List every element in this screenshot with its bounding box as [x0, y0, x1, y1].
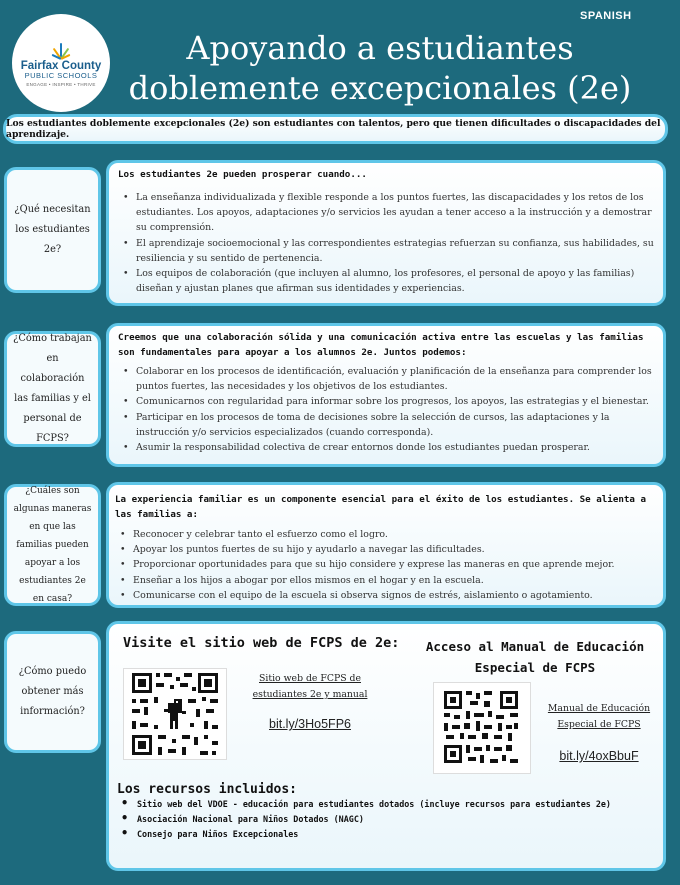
- section-home-support: [106, 482, 666, 608]
- list-item: • Enseñar a los hijos a abogar por ellos mismos en el hogar y en la escuela.: [115, 573, 655, 588]
- manual-link[interactable]: Manual de Educación Especial de FCPS: [547, 703, 651, 730]
- website-link-line-2[interactable]: estudiantes 2e: [252, 689, 322, 700]
- resources-heading: Los recursos incluidos:: [117, 782, 298, 797]
- manual-heading: Acceso al Manual de Educación Especial de FCPS: [425, 639, 645, 675]
- website-link-line-2-suffix[interactable]: y manual: [321, 689, 368, 700]
- section-heading: Los estudiantes 2e pueden prosperar cuando...: [118, 169, 367, 180]
- list-item: • Proporcionar oportunidades para que su hijo considere y exprese las maneras en que aprende mejor.: [115, 557, 655, 572]
- resource-item[interactable]: • Consejo para Niños Excepcionales: [117, 827, 611, 842]
- list-item: • Apoyar los puntos fuertes de su hijo y ayudarlo a navegar las dificultades.: [115, 542, 655, 557]
- website-heading: Visite el sitio web de FCPS de 2e:: [123, 635, 400, 651]
- manual-short-url[interactable]: bit.ly/4oxBbuF: [559, 749, 639, 763]
- list-item: • Participar en los procesos de toma de decisiones sobre la selección de cursos, las adaptaciones y la instrucción y/o servicios especializados (cuando corresponda).: [118, 410, 655, 440]
- website-link[interactable]: [245, 671, 375, 703]
- section-heading: La experiencia familiar es un componente esencial para el éxito de los estudiantes. Se alienta a las familias a:: [115, 494, 647, 520]
- question-text: ¿Cómo trabajan en colaboración las familias y el personal de FCPS?: [13, 333, 92, 444]
- resources-list: [117, 797, 611, 842]
- section-heading: Creemos que una colaboración sólida y una comunicación activa entre las escuelas y las familias son fundamentales para apoyar a los alumnos 2e. Juntos podemos:: [118, 332, 644, 358]
- list-item: • El aprendizaje socioemocional y las correspondientes estrategias refuerzan su confianza, sus habilidades, su resiliencia y su sentido de pertenencia.: [118, 236, 655, 266]
- list-item: • Comunicarse con el equipo de la escuela si observa signos de estrés, aislamiento o agotamiento.: [115, 588, 655, 603]
- section-collaboration: [106, 323, 666, 467]
- question-box-needs: [4, 167, 101, 293]
- list-item: • Comunicarnos con regularidad para informar sobre los progresos, los apoyos, las estrategias y el bienestar.: [118, 394, 655, 409]
- question-text: ¿Cómo puedo obtener más información?: [18, 666, 87, 717]
- qr-code-manual[interactable]: [433, 682, 531, 774]
- website-link-line-1[interactable]: Sitio web de FCPS de: [259, 673, 361, 684]
- resource-item[interactable]: • Asociación Nacional para Niños Dotados (NAGC): [117, 812, 611, 827]
- bullet-list: [115, 527, 655, 603]
- list-item: • Reconocer y celebrar tanto el esfuerzo como el logro.: [115, 527, 655, 542]
- qr-code-website[interactable]: [123, 668, 227, 760]
- fcps-logo[interactable]: [12, 14, 110, 112]
- section-needs: [106, 160, 666, 306]
- section-more-info: [106, 621, 666, 871]
- logo-name: Fairfax County: [20, 59, 102, 72]
- list-item: • La enseñanza individualizada y flexible responde a los puntos fuertes, las discapacidades y los retos de los estudiantes. Los apoyos, adaptaciones y/o servicios les ayudan a tener acceso a la instrucción y a demostrar su comprensión.: [118, 190, 655, 236]
- list-item: • Los equipos de colaboración (que incluyen al alumno, los profesores, el personal de apoyo y las familias) diseñan y ajustan planes que afirman sus identidades y experiencias.: [118, 266, 655, 296]
- question-box-home-support: [4, 484, 101, 606]
- question-text: ¿Qué necesitan los estudiantes 2e?: [14, 204, 91, 255]
- list-item: • Colaborar en los procesos de identificación, evaluación y planificación de la enseñanza para comprender los puntos fuertes, las necesidades y los objetivos de los estudiantes.: [118, 364, 655, 394]
- page-title: Apoyando a estudiantes doblemente excepcionales (2e): [128, 29, 632, 107]
- sunburst-icon: [46, 39, 76, 59]
- question-text: ¿Cuáles son algunas maneras en que las familias pueden apoyar a los estudiantes 2e en casa?: [13, 486, 92, 604]
- language-tag: SPANISH: [580, 10, 632, 22]
- intro-text: Los estudiantes doblemente excepcionales (2e) son estudiantes con talentos, pero que tienen dificultades o discapacidades del aprendizaje.: [6, 118, 661, 140]
- bullet-list: [118, 190, 655, 296]
- intro-banner: [3, 114, 668, 144]
- list-item: • Asumir la responsabilidad colectiva de crear entornos donde los estudiantes puedan prosperar.: [118, 440, 655, 455]
- logo-subtitle: PUBLIC SCHOOLS: [24, 71, 98, 81]
- question-box-more-info: [4, 631, 101, 753]
- resource-item[interactable]: • Sitio web del VDOE - educación para estudiantes dotados (incluye recursos para estudiantes 2e): [117, 797, 611, 812]
- qr-code-icon: [434, 683, 530, 773]
- bullet-list: [118, 364, 655, 455]
- website-short-url[interactable]: bit.ly/3Ho5FP6: [269, 717, 351, 731]
- logo-motto: ENGAGE • INSPIRE • THRIVE: [26, 82, 96, 88]
- question-box-collaboration: [4, 331, 101, 447]
- qr-code-icon: [124, 669, 226, 759]
